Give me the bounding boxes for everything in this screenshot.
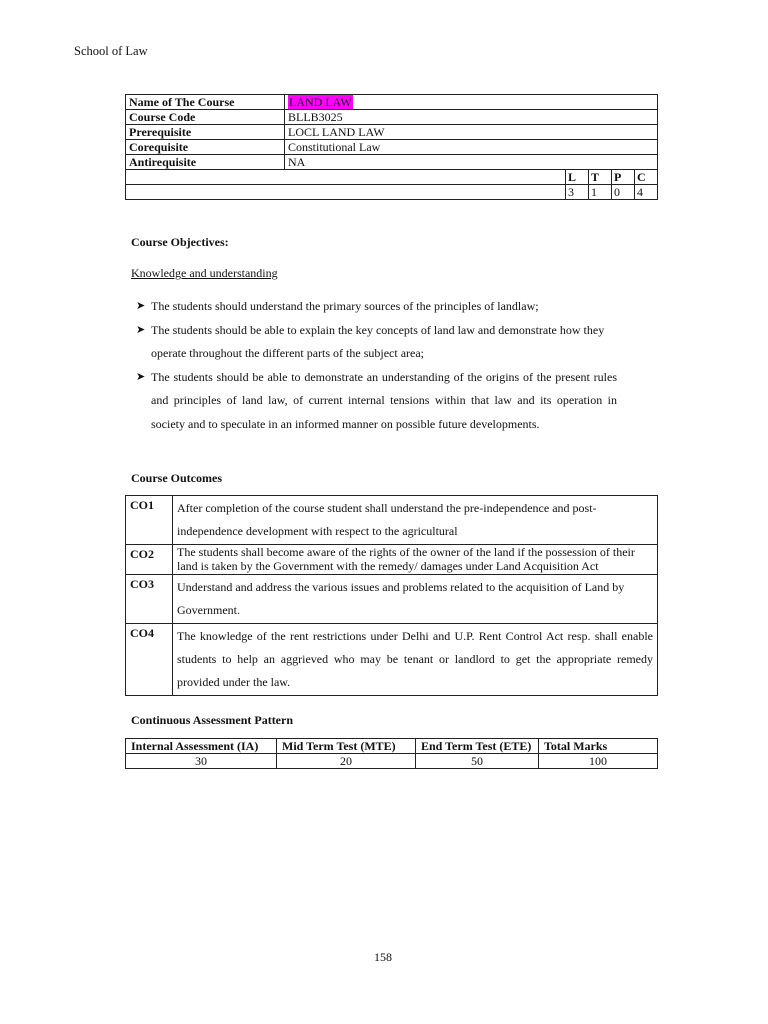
outcome-text: After completion of the course student shall understand the pre-independence and post-independence development with respect to the agricultural	[173, 496, 658, 545]
antirequisite-row	[126, 155, 658, 170]
ltpc-value-p: 0	[612, 185, 635, 200]
course-objectives-title: Course Objectives:	[131, 235, 229, 249]
table-row	[126, 754, 658, 769]
page-header: School of Law	[74, 44, 148, 58]
objective-text: The students should be able to demonstrate an understanding of the origins of the present rules and principles of land law, of current internal tensions within that law and its operation in society and to speculate in an informed manner on possible future developments.	[151, 369, 617, 431]
ltpc-header-t: T	[589, 170, 612, 185]
row-label: Corequisite	[126, 140, 285, 155]
row-value: BLLB3025	[285, 110, 658, 125]
course-code-row	[126, 110, 658, 125]
ltpc-value-t: 1	[589, 185, 612, 200]
ltpc-header-l: L	[566, 170, 589, 185]
outcome-id: CO1	[126, 496, 173, 545]
list-item	[131, 295, 617, 319]
list-item	[131, 366, 617, 437]
outcome-id: CO3	[126, 575, 173, 624]
assessment-header-row	[126, 739, 658, 754]
table-row	[126, 545, 658, 575]
row-value: Constitutional Law	[285, 140, 658, 155]
ltpc-header-p: P	[612, 170, 635, 185]
column-header: Total Marks	[539, 739, 658, 754]
table-cell: 20	[277, 754, 416, 769]
ltpc-spacer	[126, 170, 566, 185]
course-name-row	[126, 95, 658, 110]
course-name-highlight: LAND LAW	[289, 95, 352, 109]
course-outcomes-title: Course Outcomes	[131, 471, 222, 485]
objective-text: The students should be able to explain the key concepts of land law and demonstrate how they operate throughout the different parts of the subject area;	[151, 322, 605, 360]
corequisite-row	[126, 140, 658, 155]
row-label: Name of The Course	[126, 95, 285, 110]
column-header: Internal Assessment (IA)	[126, 739, 277, 754]
ltpc-value-row	[126, 185, 658, 200]
ltpc-header-row	[126, 170, 658, 185]
outcome-text: The knowledge of the rent restrictions under Delhi and U.P. Rent Control Act resp. shall enable students to help an aggrieved who may be tenant or landlord to get the appropriate remedy provided under the law.	[173, 624, 658, 696]
table-cell: 30	[126, 754, 277, 769]
row-label: Course Code	[126, 110, 285, 125]
row-value: LOCL LAND LAW	[285, 125, 658, 140]
table-row	[126, 575, 658, 624]
prerequisite-row	[126, 125, 658, 140]
outcome-text: The students shall become aware of the rights of the owner of the land if the possession of their land is taken by the Government with the remedy/ damages under Land Acquisition Act	[173, 545, 658, 575]
knowledge-subtitle: Knowledge and understanding	[131, 266, 278, 280]
table-row	[126, 624, 658, 696]
row-value: NA	[285, 155, 658, 170]
ltpc-header-c: C	[635, 170, 658, 185]
outcome-text: Understand and address the various issues and problems related to the acquisition of Land by Government.	[173, 575, 658, 624]
outcome-id: CO4	[126, 624, 173, 696]
list-item	[131, 319, 617, 366]
column-header: Mid Term Test (MTE)	[277, 739, 416, 754]
ltpc-value-l: 3	[566, 185, 589, 200]
arrow-bullet-icon: ➤	[136, 370, 146, 383]
course-info-table	[125, 94, 658, 200]
course-outcomes-table	[125, 495, 658, 696]
outcome-id: CO2	[126, 545, 173, 575]
table-cell: 100	[539, 754, 658, 769]
ltpc-spacer	[126, 185, 566, 200]
objectives-list	[131, 295, 617, 436]
page-number: 158	[374, 950, 392, 964]
ltpc-value-c: 4	[635, 185, 658, 200]
assessment-title: Continuous Assessment Pattern	[131, 713, 294, 727]
row-label: Prerequisite	[126, 125, 285, 140]
column-header: End Term Test (ETE)	[416, 739, 539, 754]
assessment-table	[125, 738, 658, 769]
row-value	[285, 95, 658, 110]
table-row	[126, 496, 658, 545]
arrow-bullet-icon: ➤	[136, 323, 146, 336]
table-cell: 50	[416, 754, 539, 769]
objective-text: The students should understand the primary sources of the principles of landlaw;	[151, 299, 539, 313]
row-label: Antirequisite	[126, 155, 285, 170]
arrow-bullet-icon: ➤	[136, 300, 146, 312]
